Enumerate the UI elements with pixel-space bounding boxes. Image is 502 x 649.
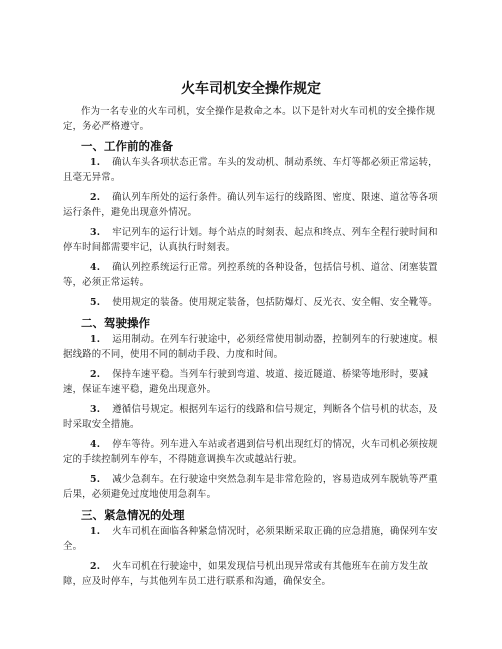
item-number: 2. bbox=[90, 561, 101, 572]
item-number: 1. bbox=[90, 157, 101, 168]
intro-paragraph: 作为一名专业的火车司机，安全操作是救命之本。以下是针对火车司机的安全操作规定，务必严格遵守。 bbox=[63, 106, 436, 132]
item-text: 遵循信号规定。根据列车运行的线路和信号规定，判断各个信号机的状态，及时采取安全措施。 bbox=[63, 404, 438, 430]
item-text: 确认列车所处的运行条件。确认列车运行的线路图、密度、限速、道岔等各项运行条件，避免出现意外情况。 bbox=[63, 192, 438, 218]
list-item bbox=[63, 155, 443, 185]
item-number: 3. bbox=[90, 404, 101, 415]
section-heading-preparation: 一、工作前的准备 bbox=[81, 139, 173, 153]
item-number: 1. bbox=[90, 526, 101, 537]
item-text: 确认车头各项状态正常。车头的发动机、制动系统、车灯等都必须正常运转，且毫无异常。 bbox=[63, 157, 438, 183]
item-number: 4. bbox=[90, 262, 101, 273]
list-item bbox=[63, 402, 443, 432]
item-text: 停车等待。列车进入车站或者遇到信号机出现红灯的情况，火车司机必须按规定的手续控制列车停车，不得随意调换车次或越站行驶。 bbox=[63, 439, 438, 465]
document-body bbox=[63, 104, 443, 594]
document-title: 火车司机安全操作规定 bbox=[181, 81, 321, 97]
item-number: 5. bbox=[90, 297, 101, 308]
item-number: 5. bbox=[90, 474, 101, 485]
list-item bbox=[63, 524, 443, 554]
item-text: 运用制动。在列车行驶途中，必须经常使用制动器，控制列车的行驶速度。根据线路的不同，使用不同的制动手段、力度和时间。 bbox=[63, 334, 438, 360]
item-text: 使用规定的装备。使用规定装备，包括防爆灯、反光衣、安全帽、安全靴等。 bbox=[112, 297, 438, 308]
item-text: 确认列控系统运行正常。列控系统的各种设备，包括信号机、道岔、闭塞装置等，必须正常运转。 bbox=[63, 262, 438, 288]
list-item bbox=[63, 332, 443, 362]
item-text: 减少急刹车。在行驶途中突然急刹车是非常危险的，容易造成列车脱轨等严重后果，必须避免过度地使用急刹车。 bbox=[63, 474, 438, 500]
list-item bbox=[63, 260, 443, 290]
item-text: 牢记列车的运行计划。每个站点的时刻表、起点和终点、列车全程行驶时间和停车时间都需要牢记，认真执行时刻表。 bbox=[63, 227, 438, 253]
item-text: 火车司机在面临各种紧急情况时，必须果断采取正确的应急措施，确保列车安全。 bbox=[63, 526, 438, 552]
list-item bbox=[63, 367, 443, 397]
item-number: 1. bbox=[90, 334, 101, 345]
item-number: 2. bbox=[90, 369, 101, 380]
list-item bbox=[63, 559, 443, 589]
list-item bbox=[63, 472, 443, 502]
item-number: 2. bbox=[90, 192, 101, 203]
list-item bbox=[63, 295, 443, 310]
list-item bbox=[63, 225, 443, 255]
list-item bbox=[63, 190, 443, 220]
list-item bbox=[63, 437, 443, 467]
item-text: 保持车速平稳。当列车行驶到弯道、坡道、接近隧道、桥梁等地形时，要减速，保证车速平稳，避免出现意外。 bbox=[63, 369, 429, 395]
section-heading-driving: 二、驾驶操作 bbox=[81, 316, 150, 330]
item-text: 火车司机在行驶途中，如果发现信号机出现异常或有其他班车在前方发生故障，应及时停车，与其他列车员工进行联系和沟通，确保安全。 bbox=[63, 561, 429, 587]
item-number: 3. bbox=[90, 227, 101, 238]
section-heading-emergency: 三、紧急情况的处理 bbox=[81, 508, 185, 522]
item-number: 4. bbox=[90, 439, 101, 450]
